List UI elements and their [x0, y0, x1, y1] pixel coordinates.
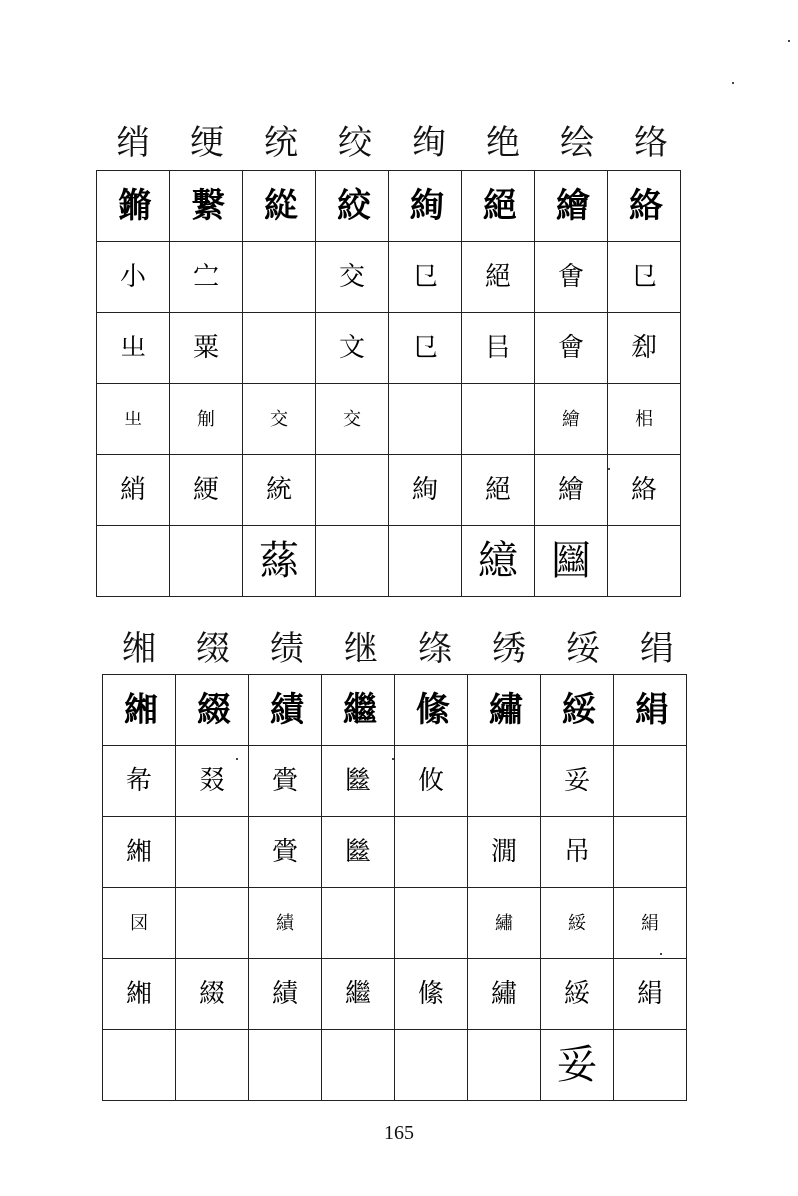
- seal-script-glyph: 繡: [489, 690, 519, 730]
- table-row: [97, 313, 681, 384]
- table-cell: [249, 675, 322, 746]
- table-cell: [176, 1030, 249, 1101]
- seal-script-glyph: 絢: [411, 475, 438, 505]
- table-cell: [243, 242, 316, 313]
- seal-script-glyph: 絹: [641, 912, 659, 934]
- seal-script-glyph: 繋: [191, 186, 221, 226]
- seal-script-glyph: 綏: [568, 912, 586, 934]
- page-number: 165: [384, 1122, 414, 1144]
- header-char: 绠: [190, 123, 224, 163]
- seal-script-glyph: 㔾: [411, 333, 438, 363]
- seal-script-glyph: 㘝: [130, 912, 148, 934]
- table-cell: [462, 171, 535, 242]
- table-cell: [389, 171, 462, 242]
- table-cell: [243, 384, 316, 455]
- table2-header-row: [102, 624, 694, 674]
- table-cell: [389, 242, 462, 313]
- table-cell: [614, 746, 687, 817]
- seal-script-glyph: 㡭: [344, 766, 371, 796]
- table-cell: [468, 1030, 541, 1101]
- seal-script-glyph: 㠯: [484, 333, 511, 363]
- table-cell: [103, 1030, 176, 1101]
- table-cell: [614, 675, 687, 746]
- seal-script-glyph: 妥: [563, 766, 590, 796]
- header-char: 绦: [418, 629, 452, 669]
- table-cell: [541, 675, 614, 746]
- table-cell: [243, 455, 316, 526]
- table-cell: [535, 313, 608, 384]
- table-cell: [176, 746, 249, 817]
- table-cell: [389, 313, 462, 384]
- table-cell: [97, 171, 170, 242]
- seal-script-glyph: 㵎: [490, 837, 517, 867]
- table-cell: [395, 1030, 468, 1101]
- table-cell: [608, 526, 681, 597]
- seal-script-glyph: 繪: [557, 475, 584, 505]
- table-cell: [322, 888, 395, 959]
- table-cell: [608, 242, 681, 313]
- seal-script-glyph: 叕: [198, 766, 225, 796]
- seal-script-glyph: 粟: [192, 333, 219, 363]
- seal-script-glyph: 交: [343, 408, 361, 430]
- table-cell: [468, 746, 541, 817]
- table-cell: [170, 242, 243, 313]
- table-cell: [322, 959, 395, 1030]
- seal-script-glyph: 績: [271, 979, 298, 1009]
- table-cell: [170, 171, 243, 242]
- table-cell: [322, 817, 395, 888]
- print-speck: [788, 40, 790, 42]
- seal-script-glyph: 綏: [563, 979, 590, 1009]
- seal-script-glyph: 絹: [635, 690, 665, 730]
- seal-script-glyph: 績: [276, 912, 294, 934]
- seal-script-glyph: 㔾: [630, 262, 657, 292]
- table-cell: [97, 313, 170, 384]
- seal-script-glyph: 緃: [264, 186, 294, 226]
- table-cell: [243, 526, 316, 597]
- seal-script-glyph: 㣇: [125, 766, 152, 796]
- seal-script-glyph: 文: [338, 333, 365, 363]
- seal-script-glyph: 㞢: [124, 408, 142, 430]
- seal-script-glyph: 鏅: [118, 186, 148, 226]
- table-cell: [249, 888, 322, 959]
- seal-script-glyph: 繼: [343, 690, 373, 730]
- table-cell: [395, 888, 468, 959]
- table-cell: [249, 959, 322, 1030]
- seal-script-glyph: 綆: [192, 475, 219, 505]
- table-cell: [462, 313, 535, 384]
- print-speck: [392, 758, 394, 760]
- table-row: [103, 1030, 687, 1101]
- table-cell: [389, 526, 462, 597]
- seal-script-glyph: 吊: [563, 837, 590, 867]
- header-char: 绝: [486, 123, 520, 163]
- table-cell: [608, 384, 681, 455]
- table-cell: [462, 384, 535, 455]
- table-row: [97, 242, 681, 313]
- header-char: 络: [634, 123, 668, 163]
- header-char: 统: [264, 123, 298, 163]
- table-cell: [322, 746, 395, 817]
- table-cell: [608, 171, 681, 242]
- table-cell: [316, 384, 389, 455]
- table-cell: [97, 526, 170, 597]
- seal-script-glyph: 㕁: [630, 333, 657, 363]
- table-cell: [535, 242, 608, 313]
- seal-script-glyph: 㑹: [557, 262, 584, 292]
- table-cell: [395, 675, 468, 746]
- table-cell: [176, 675, 249, 746]
- seal-script-glyph: 絕: [484, 475, 511, 505]
- table-cell: [97, 384, 170, 455]
- table-cell: [170, 455, 243, 526]
- table-cell: [535, 384, 608, 455]
- table-cell: [176, 817, 249, 888]
- table-cell: [395, 746, 468, 817]
- table-cell: [389, 455, 462, 526]
- seal-script-glyph: 繪: [562, 408, 580, 430]
- table-cell: [608, 455, 681, 526]
- header-char: 缀: [196, 629, 230, 669]
- seal-script-glyph: 緗: [124, 690, 154, 730]
- table-cell: [97, 242, 170, 313]
- table-cell: [176, 959, 249, 1030]
- table-cell: [316, 242, 389, 313]
- header-char: 绡: [116, 123, 150, 163]
- table-cell: [541, 746, 614, 817]
- seal-script-glyph: 㭒: [635, 408, 653, 430]
- seal-script-glyph: 繡: [495, 912, 513, 934]
- seal-script-glyph: 攸: [417, 766, 444, 796]
- table-cell: [316, 313, 389, 384]
- seal-script-glyph: 㔾: [411, 262, 438, 292]
- table-cell: [176, 888, 249, 959]
- table-cell: [170, 526, 243, 597]
- table-cell: [103, 959, 176, 1030]
- seal-script-glyph: 絕: [483, 186, 513, 226]
- table-row: [97, 384, 681, 455]
- print-speck: [608, 468, 610, 470]
- seal-script-glyph: 會: [557, 333, 584, 363]
- table-cell: [535, 455, 608, 526]
- table-cell: [395, 817, 468, 888]
- table-cell: [322, 675, 395, 746]
- table-cell: [316, 526, 389, 597]
- seal-script-glyph: 繪: [556, 186, 586, 226]
- table-row: [103, 817, 687, 888]
- header-char: 缃: [122, 629, 156, 669]
- header-char: 绣: [492, 629, 526, 669]
- table-cell: [170, 384, 243, 455]
- table-cell: [468, 675, 541, 746]
- table-cell: [614, 959, 687, 1030]
- header-char: 绘: [560, 123, 594, 163]
- table-cell: [535, 171, 608, 242]
- table-row: [97, 171, 681, 242]
- table-cell: [249, 746, 322, 817]
- table-cell: [97, 455, 170, 526]
- table-cell: [103, 746, 176, 817]
- seal-script-glyph: 繶: [478, 538, 518, 584]
- table-row: [103, 675, 687, 746]
- table-cell: [103, 888, 176, 959]
- seal-script-glyph: 綴: [197, 690, 227, 730]
- table-cell: [243, 313, 316, 384]
- table-cell: [468, 959, 541, 1030]
- table-cell: [608, 313, 681, 384]
- seal-script-glyph: 賫: [271, 837, 298, 867]
- table-cell: [614, 888, 687, 959]
- table-cell: [468, 888, 541, 959]
- table-row: [103, 888, 687, 959]
- seal-script-glyph: 小: [119, 262, 146, 292]
- seal-script-glyph: 㡭: [344, 837, 371, 867]
- seal-script-glyph: 緗: [125, 837, 152, 867]
- seal-script-glyph: 圝: [551, 538, 591, 584]
- seal-script-glyph: 綴: [198, 979, 225, 1009]
- table1-header-row: [96, 118, 688, 168]
- seal-script-glyph: 交: [338, 262, 365, 292]
- table-cell: [243, 171, 316, 242]
- seal-script-glyph: 妥: [557, 1042, 597, 1088]
- seal-script-glyph: 㓩: [197, 408, 215, 430]
- seal-script-glyph: 綏: [562, 690, 592, 730]
- table-cell: [462, 455, 535, 526]
- table-cell: [541, 888, 614, 959]
- header-char: 绞: [338, 123, 372, 163]
- print-speck: [660, 953, 662, 955]
- table-cell: [103, 675, 176, 746]
- seal-script-glyph: 蕬: [259, 538, 299, 584]
- table-cell: [316, 171, 389, 242]
- seal-script-glyph: 繡: [490, 979, 517, 1009]
- table-cell: [103, 817, 176, 888]
- table-cell: [614, 817, 687, 888]
- table-cell: [462, 242, 535, 313]
- table-cell: [468, 817, 541, 888]
- header-char: 绩: [270, 629, 304, 669]
- table-cell: [316, 455, 389, 526]
- table-cell: [614, 1030, 687, 1101]
- print-speck: [236, 758, 238, 760]
- seal-script-glyph: 絡: [630, 475, 657, 505]
- seal-script-glyph: 絛: [417, 979, 444, 1009]
- header-char: 继: [344, 629, 378, 669]
- table2-grid: [102, 674, 687, 1101]
- header-char: 绥: [566, 629, 600, 669]
- table1-grid: [96, 170, 681, 597]
- table-row: [97, 526, 681, 597]
- table-cell: [541, 1030, 614, 1101]
- table-cell: [541, 959, 614, 1030]
- seal-script-glyph: 絡: [629, 186, 659, 226]
- seal-script-glyph: 絕: [484, 262, 511, 292]
- seal-script-glyph: 繼: [344, 979, 371, 1009]
- table-cell: [389, 384, 462, 455]
- seal-script-glyph: 㝉: [192, 262, 219, 292]
- table-cell: [462, 526, 535, 597]
- table-cell: [249, 817, 322, 888]
- seal-script-glyph: 絞: [337, 186, 367, 226]
- table-row: [103, 746, 687, 817]
- table-cell: [249, 1030, 322, 1101]
- seal-script-glyph: 賫: [271, 766, 298, 796]
- seal-script-glyph: 績: [270, 690, 300, 730]
- table-row: [97, 455, 681, 526]
- seal-script-glyph: 絛: [416, 690, 446, 730]
- seal-script-glyph: 統: [265, 475, 292, 505]
- seal-script-glyph: 絢: [410, 186, 440, 226]
- seal-script-glyph: 㞢: [119, 333, 146, 363]
- seal-script-glyph: 綃: [119, 475, 146, 505]
- table-cell: [541, 817, 614, 888]
- table-cell: [170, 313, 243, 384]
- table-cell: [535, 526, 608, 597]
- header-char: 绢: [640, 629, 674, 669]
- table-row: [103, 959, 687, 1030]
- seal-script-glyph: 絹: [636, 979, 663, 1009]
- header-char: 绚: [412, 123, 446, 163]
- print-speck: [732, 82, 734, 84]
- table-cell: [395, 959, 468, 1030]
- seal-script-glyph: 緗: [125, 979, 152, 1009]
- seal-script-glyph: 交: [270, 408, 288, 430]
- table-cell: [322, 1030, 395, 1101]
